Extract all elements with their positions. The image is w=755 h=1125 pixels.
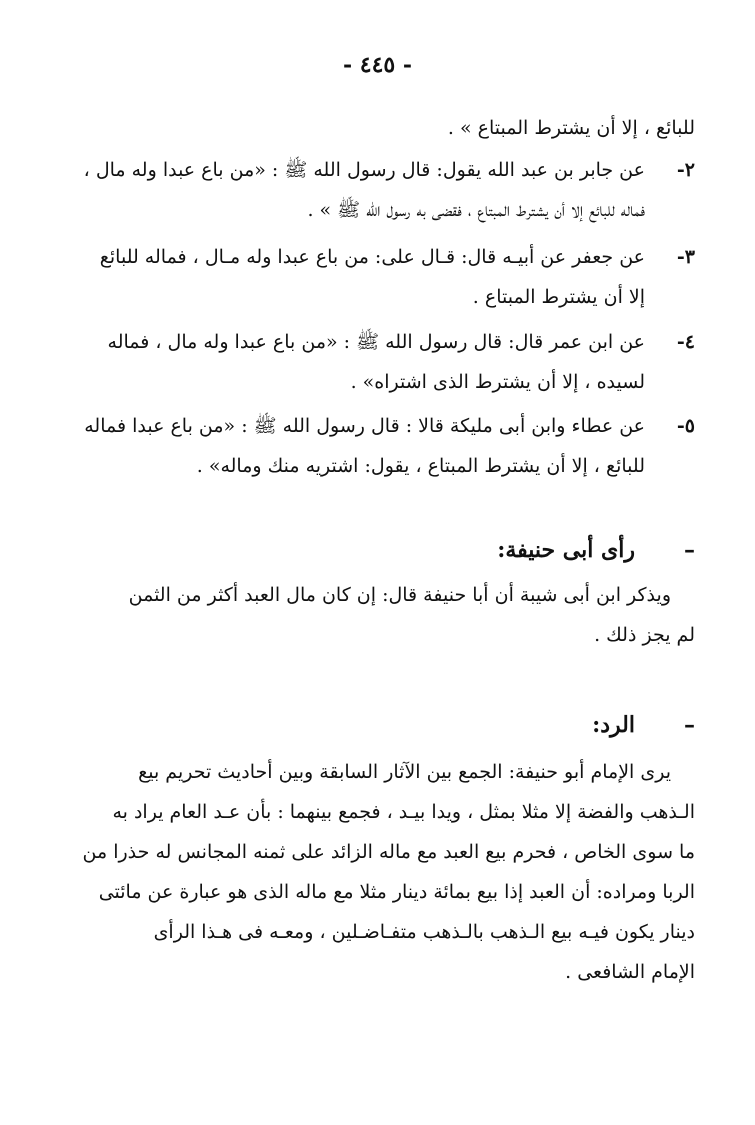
- paragraph-line: لم يجز ذلك .: [594, 624, 695, 646]
- heading-title: رأى أبى حنيفة:: [497, 537, 635, 563]
- paragraph-line: ما سوى الخاص ، فحرم بيع العبد مع ماله الزائد على ثمنه المجانس له حذرا من: [82, 841, 695, 863]
- paragraph-line: دينار يكون فيـه بيع الـذهب بالـذهب متفـاضـلين ، ومعـه فى هـذا الرأى: [153, 921, 695, 943]
- paragraph-line: الربا ومراده: أن العبد إذا بيع بمائة دينار مثلا مع ماله الذى هو عبارة عن مائتى: [98, 881, 695, 903]
- item-line: لسيده ، إلا أن يشترط الذى اشتراه» .: [350, 371, 645, 393]
- item-number: ٢-: [676, 159, 695, 181]
- item-line: عن عطاء وابن أبى مليكة قالا : قال رسول الله ﷺ : «من باع عبدا فماله: [84, 415, 645, 437]
- item-line: عن جابر بن عبد الله يقول: قال رسول الله ﷺ : «من باع عبدا وله مال ،: [83, 159, 645, 181]
- paragraph-line: ويذكر ابن أبى شيبة أن أبا حنيفة قال: إن كان مال العبد أكثر من الثمن: [128, 584, 671, 606]
- item-number: ٥-: [676, 415, 695, 437]
- paragraph-line: يرى الإمام أبو حنيفة: الجمع بين الآثار السابقة وبين أحاديث تحريم بيع: [138, 761, 671, 783]
- heading-dash: –: [684, 712, 695, 738]
- response-paragraph: [45, 752, 695, 992]
- abu-hanifa-paragraph: [45, 575, 695, 655]
- page-number: - ٤٤٥ -: [342, 52, 413, 78]
- section-heading-response: [45, 705, 695, 745]
- list-item-4: [45, 322, 695, 402]
- list-item-3: [45, 237, 695, 317]
- section-heading-abu-hanifa: [45, 530, 695, 570]
- list-item-5: [45, 406, 695, 486]
- item-line: فماله للبائع إلا أن يشترط المبتاع ، فقضى به رسول الله ﷺ » .: [307, 199, 645, 221]
- item-number: ٣-: [676, 246, 695, 268]
- intro-line: للبائع ، إلا أن يشترط المبتاع » .: [447, 117, 695, 139]
- paragraph-line: الـذهب والفضة إلا مثلا بمثل ، ويدا بيـد ، فجمع بينهما : بأن عـد العام يراد به: [112, 801, 695, 823]
- item-line: عن جعفر عن أبيـه قال: قـال على: من باع عبدا وله مـال ، فماله للبائع: [99, 246, 645, 268]
- item-line: إلا أن يشترط المبتاع .: [472, 286, 645, 308]
- item-number: ٤-: [676, 331, 695, 353]
- heading-dash: –: [684, 537, 695, 563]
- paragraph-line: الإمام الشافعى .: [565, 961, 695, 983]
- item-line: عن ابن عمر قال: قال رسول الله ﷺ : «من باع عبدا وله مال ، فماله: [107, 331, 645, 353]
- intro-paragraph: [45, 108, 695, 148]
- item-line: للبائع ، إلا أن يشترط المبتاع ، يقول: اشتريه منك وماله» .: [196, 455, 645, 477]
- list-item-2: [45, 150, 695, 230]
- heading-title: الرد:: [592, 712, 635, 738]
